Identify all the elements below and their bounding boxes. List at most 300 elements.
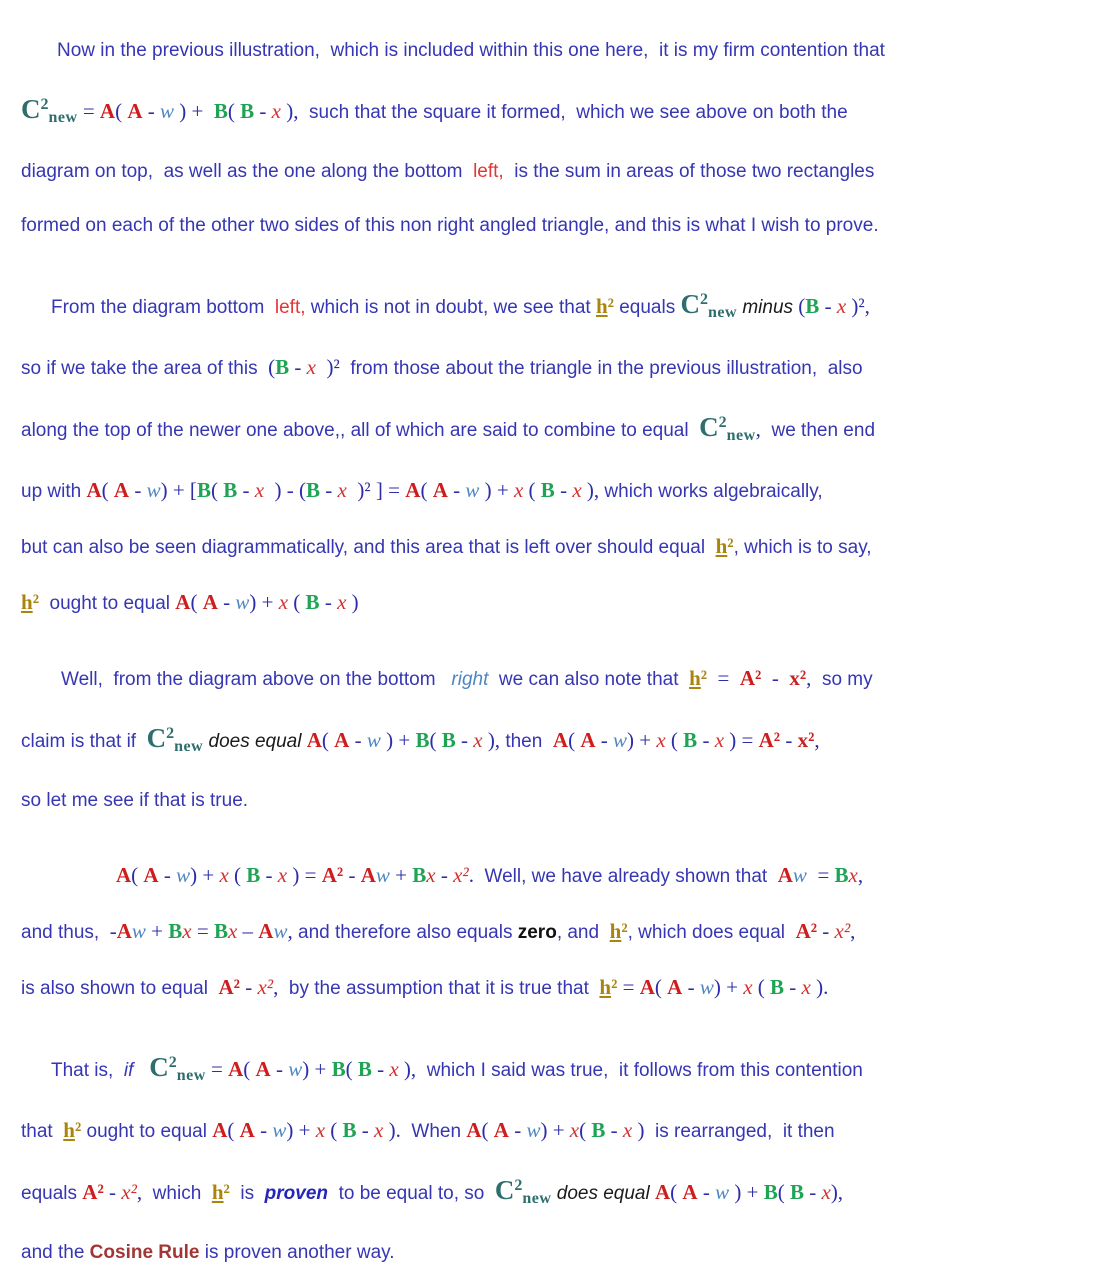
text-run: x (572, 478, 582, 502)
text-run: From the diagram bottom (51, 297, 275, 318)
text-run: B (441, 728, 456, 752)
text-line (21, 24, 1097, 78)
text-run: x (714, 728, 725, 752)
text-run: x (801, 975, 811, 999)
text-run: x (254, 478, 265, 502)
text-run: A² (321, 863, 344, 887)
text-run: x (426, 863, 436, 887)
text-run: x (622, 1118, 633, 1142)
text-line (21, 651, 1097, 707)
text-run: ( (665, 728, 684, 752)
text-run: x (182, 919, 192, 943)
text-run: A (116, 919, 132, 943)
text-run: zero (517, 922, 557, 943)
text-run: x (513, 478, 524, 502)
text-run: x (306, 355, 316, 379)
text-run: which works algebraically, (599, 481, 823, 502)
text-run: B (331, 1057, 346, 1081)
text-run: x (821, 1180, 831, 1204)
text-run: - (784, 975, 802, 999)
text-run: x (227, 919, 238, 943)
text-run: A (777, 863, 793, 887)
math-h-squared: h² (595, 294, 614, 318)
text-run: - (254, 1118, 273, 1142)
text-run: ( (228, 863, 247, 887)
text-run: = (617, 975, 640, 999)
text-run: ) + (713, 975, 744, 999)
text-run: - (803, 1180, 822, 1204)
text-run: A (86, 478, 102, 502)
text-run: x (569, 1118, 580, 1142)
text-run: x (277, 863, 288, 887)
math-h-squared: h² (599, 975, 618, 999)
text-run: A (360, 863, 376, 887)
text-run: - (217, 590, 236, 614)
text-run: - (356, 1118, 375, 1142)
text-run: )² (315, 355, 340, 379)
text-run: up with (21, 481, 87, 502)
text-run: ( (420, 478, 433, 502)
text-run: w (176, 863, 191, 887)
text-run: w (131, 919, 146, 943)
text-run: if (123, 1060, 134, 1081)
text-run: Well, from the diagram above on the bottom (61, 669, 452, 690)
text-run (133, 1060, 149, 1081)
text-run: B (306, 478, 321, 502)
text-run: - (142, 99, 160, 123)
text-run: B (246, 863, 261, 887)
text-run: B (168, 919, 183, 943)
text-run: so let me see if that is true. (21, 790, 249, 811)
text-line (21, 707, 1097, 774)
text-line (21, 463, 1097, 519)
text-run: A (228, 1057, 244, 1081)
text-run: A (432, 478, 448, 502)
text-run: w (146, 478, 161, 502)
text-run: ( (325, 1118, 343, 1142)
text-run: x (337, 478, 347, 502)
text-run: ( (227, 1118, 240, 1142)
text-run: - (697, 1180, 716, 1204)
text-run: ) + (540, 1118, 570, 1142)
text-run: ( (345, 1057, 358, 1081)
text-run: x² (121, 1180, 137, 1204)
text-run: A² (758, 728, 781, 752)
text-run: A (143, 863, 159, 887)
text-run: x (656, 728, 666, 752)
text-run: x (374, 1118, 384, 1142)
text-run: , (814, 728, 820, 752)
text-run: Now in the previous illustration, which is included within this one here, it is my firm contention that (57, 40, 885, 61)
text-line (21, 519, 1097, 575)
math-h-squared: h² (21, 590, 39, 614)
math-c2new: $C^2_{new}$ (680, 289, 738, 321)
text-run: B (789, 1180, 804, 1204)
text-run: A (682, 1180, 698, 1204)
text-run: ), (581, 478, 600, 502)
text-run: ) - ( (264, 478, 307, 502)
text-run: , (857, 863, 864, 887)
text-run: x (271, 99, 281, 123)
text-run: A (202, 590, 218, 614)
text-run: ( (288, 590, 306, 614)
text-run: A (99, 99, 116, 123)
text-run: left, (473, 161, 504, 182)
text-run: x² (797, 728, 815, 752)
text-run: B (240, 99, 255, 123)
text-run: - (819, 294, 837, 318)
text-run: along the top of the newer one above,, all of which are said to combine to equal (21, 420, 700, 441)
text-run: , (136, 1180, 143, 1204)
text-run: is proven another way. (199, 1242, 395, 1263)
text-run: - (103, 1180, 122, 1204)
text-run: - (508, 1118, 527, 1142)
text-run: - (761, 666, 790, 690)
text-run: ( (321, 728, 335, 752)
text-run: - (237, 478, 255, 502)
text-run: w (235, 590, 250, 614)
text-run: w (792, 863, 807, 887)
text-run: such that the square it formed, which we see above on both the (298, 102, 848, 123)
text-run: - (697, 728, 715, 752)
text-run: x² (789, 666, 807, 690)
paragraph-3 (21, 651, 1097, 828)
text-run: we then end (760, 420, 876, 441)
text-run: does equal (203, 731, 307, 752)
text-run: ) + (249, 590, 279, 614)
text-run: x (337, 590, 347, 614)
text-run: = (707, 666, 740, 690)
text-run: w (465, 478, 480, 502)
text-run: , (850, 919, 856, 943)
text-run: x (848, 863, 858, 887)
text-run: B (805, 294, 820, 318)
text-run: Well, we have already shown that (473, 866, 778, 887)
text-run: A (466, 1118, 482, 1142)
text-run: A (175, 590, 191, 614)
text-line (21, 199, 1097, 253)
text-run: B (683, 728, 698, 752)
text-run: ( (131, 863, 144, 887)
text-run: ), (482, 728, 501, 752)
text-run: ( (429, 728, 442, 752)
text-line (21, 1226, 1097, 1280)
text-line (21, 1103, 1097, 1159)
text-run: - (343, 863, 361, 887)
text-run: which is not in doubt, we see that (305, 297, 596, 318)
text-run: ( (579, 1118, 592, 1142)
math-h-squared: h² (63, 1118, 82, 1142)
text-run: claim is that if (21, 731, 147, 752)
text-run: ( (190, 590, 203, 614)
text-line (21, 904, 1097, 960)
text-line (21, 396, 1097, 463)
text-run: ) + [ (160, 478, 197, 502)
text-run: ( (752, 975, 771, 999)
text-run: ) + (174, 99, 214, 123)
text-run: right (451, 669, 489, 690)
text-run: ). (383, 1118, 401, 1142)
math-h-squared: h² (689, 666, 708, 690)
text-run: and the (21, 1242, 90, 1263)
text-run: w (273, 919, 288, 943)
text-run: ought to equal (81, 1121, 213, 1142)
text-run: is the sum in areas of those two rectangles (503, 161, 875, 182)
text-run: but can also be seen diagrammatically, and this area that is left over should equal (21, 537, 716, 558)
text-run: x² (453, 863, 469, 887)
text-run: w (272, 1118, 287, 1142)
text-run: x (315, 1118, 326, 1142)
text-run: B (275, 355, 290, 379)
math-c2new: $C^2_{new}$ (149, 1052, 206, 1084)
text-run: equals (613, 297, 681, 318)
text-run: B (213, 99, 228, 123)
text-run: Cosine Rule (89, 1242, 200, 1263)
text-run: does equal (551, 1183, 655, 1204)
text-run: is also shown to equal (21, 978, 219, 999)
text-line (21, 774, 1097, 828)
text-run: w (160, 99, 175, 123)
text-run: ) + (190, 863, 220, 887)
text-run: - (435, 863, 454, 887)
text-run: - (595, 728, 613, 752)
text-run: , which is to say, (733, 537, 872, 558)
text-run: B (196, 478, 211, 502)
text-run: + (145, 919, 169, 943)
text-run: - (260, 863, 278, 887)
text-run: . (468, 863, 474, 887)
text-run: A (405, 478, 421, 502)
text-run: A (258, 919, 274, 943)
text-run: ( (523, 478, 541, 502)
text-run: B (223, 478, 238, 502)
text-run: - (320, 478, 338, 502)
text-run: - (817, 919, 835, 943)
math-c2new: $C^2_{new}$ (21, 94, 78, 126)
text-run: w (288, 1057, 303, 1081)
text-run: B (591, 1118, 606, 1142)
text-run: - (109, 919, 117, 943)
text-run: which (142, 1183, 212, 1204)
text-line (21, 1159, 1097, 1226)
text-run: w (612, 728, 627, 752)
text-run: A (212, 1118, 228, 1142)
text-run: A (127, 99, 143, 123)
paragraph-1 (21, 24, 1097, 253)
text-run: A (667, 975, 683, 999)
text-line (21, 340, 1097, 396)
text-run: ( (481, 1118, 494, 1142)
paragraph-4 (21, 848, 1097, 1016)
text-run: formed on each of the other two sides of this non right angled triangle, and this is what I wish to prove. (21, 215, 879, 236)
text-run: - (780, 728, 798, 752)
text-run: A² (218, 975, 240, 999)
text-run: - (254, 99, 272, 123)
text-run: B (770, 975, 785, 999)
text-run: by the assumption that it is true that (278, 978, 600, 999)
text-run: A² (739, 666, 762, 690)
text-run: ), (830, 1180, 844, 1204)
text-run: left, (274, 297, 306, 318)
paragraph-5 (21, 1036, 1097, 1280)
text-run: proven (264, 1183, 329, 1204)
text-run: and thus, (21, 922, 110, 943)
text-run: - (289, 355, 307, 379)
text-run: , (273, 975, 279, 999)
text-run: A (655, 1180, 671, 1204)
text-run: , (755, 417, 761, 441)
text-run: , (806, 666, 812, 690)
text-run: ), (398, 1057, 417, 1081)
text-run: ( (670, 1180, 683, 1204)
text-run: so if we take the area of this (21, 358, 269, 379)
text-run: x (836, 294, 847, 318)
text-run: ) = (287, 863, 322, 887)
text-run: A (113, 478, 130, 502)
text-run: equals (21, 1183, 83, 1204)
text-run: A (493, 1118, 509, 1142)
text-run: ( (101, 478, 114, 502)
text-run: ( (654, 975, 668, 999)
text-run: x (473, 728, 483, 752)
text-run: = (191, 919, 214, 943)
text-run: B (763, 1180, 778, 1204)
math-c2new: $C^2_{new}$ (146, 723, 204, 755)
text-run: A (552, 728, 569, 752)
text-run: ( (798, 294, 806, 318)
math-h-squared: h² (715, 534, 734, 558)
math-c2new: $C^2_{new}$ (494, 1175, 552, 1207)
math-h-squared: h² (211, 1180, 230, 1204)
text-run: + (389, 863, 413, 887)
text-run: and therefore also equals (292, 922, 518, 943)
text-run: A (255, 1057, 271, 1081)
text-run: ( (243, 1057, 256, 1081)
text-run: - (270, 1057, 289, 1081)
text-run: B (305, 590, 320, 614)
text-run: , (287, 919, 293, 943)
text-run: - (129, 478, 147, 502)
text-run: - (447, 478, 466, 502)
text-run: is rearranged, it then (644, 1121, 835, 1142)
text-run: w (699, 975, 714, 999)
text-run: B (415, 728, 430, 752)
text-run: - (239, 975, 258, 999)
text-line (21, 78, 1097, 145)
text-run: - (349, 728, 367, 752)
text-run: so my (811, 669, 873, 690)
text-run: ) + (729, 1180, 764, 1204)
text-run: ( (227, 99, 241, 123)
text-run: x² (257, 975, 274, 999)
text-run: ) (346, 590, 359, 614)
text-run: - (455, 728, 474, 752)
text-run: then (500, 731, 553, 752)
text-run: B (342, 1118, 357, 1142)
text-run: ( (268, 355, 276, 379)
text-run: to be equal to, so (328, 1183, 495, 1204)
text-run: - (605, 1118, 623, 1142)
text-run: – (237, 919, 259, 943)
text-run: ) (632, 1118, 645, 1142)
text-run: B (357, 1057, 372, 1081)
text-run: ) + (302, 1057, 332, 1081)
text-line (21, 848, 1097, 904)
text-line (21, 960, 1097, 1016)
text-run: That is, (51, 1060, 124, 1081)
text-run: w (366, 728, 381, 752)
text-run: w (526, 1118, 541, 1142)
text-run: ( (115, 99, 128, 123)
text-run: B (834, 863, 849, 887)
text-run: A (580, 728, 596, 752)
text-run: ) + (479, 478, 514, 502)
math-h-squared: h² (609, 919, 628, 943)
text-run: , and (556, 922, 610, 943)
text-run: ) + (380, 728, 416, 752)
text-line (21, 1036, 1097, 1103)
text-run: ) = (724, 728, 759, 752)
text-run: ), (280, 99, 299, 123)
text-run: ( (210, 478, 224, 502)
text-run: - (158, 863, 177, 887)
text-run: )² ] = (346, 478, 406, 502)
text-run: x (389, 1057, 399, 1081)
text-run: When (400, 1121, 467, 1142)
text-run: A² (82, 1180, 104, 1204)
text-run: - (682, 975, 700, 999)
text-run: we can also note that (488, 669, 690, 690)
text-run: A (306, 728, 322, 752)
text-run: x² (834, 919, 851, 943)
text-run: A (116, 863, 132, 887)
text-run: B (412, 863, 427, 887)
text-run: A (334, 728, 350, 752)
text-run: A² (795, 919, 818, 943)
text-run: which I said was true, it follows from this contention (416, 1060, 863, 1081)
text-run: - (319, 590, 338, 614)
text-run: minus (737, 297, 799, 318)
text-run: B (540, 478, 555, 502)
text-run: = (205, 1057, 229, 1081)
text-run: , which does equal (627, 922, 796, 943)
text-run: ) + (627, 728, 657, 752)
text-run: ( (777, 1180, 790, 1204)
text-line (21, 145, 1097, 199)
text-run: x (743, 975, 753, 999)
text-run: ( (568, 728, 581, 752)
text-run: )², (846, 294, 870, 318)
text-run: B (213, 919, 228, 943)
text-run: A (239, 1118, 255, 1142)
text-run: - (554, 478, 573, 502)
text-run: w (715, 1180, 730, 1204)
text-run: x (278, 590, 289, 614)
text-run: = (806, 863, 835, 887)
text-run: that (21, 1121, 64, 1142)
text-run: A (639, 975, 655, 999)
math-c2new: $C^2_{new}$ (699, 412, 756, 444)
text-run: is (229, 1183, 265, 1204)
text-run: ). (810, 975, 829, 999)
text-line (21, 273, 1097, 340)
text-run: ought to equal (38, 593, 176, 614)
paragraph-2 (21, 273, 1097, 631)
text-run: - (371, 1057, 390, 1081)
text-run: ) + (286, 1118, 316, 1142)
text-run: diagram on top, as well as the one along the bottom (21, 161, 474, 182)
text-line (21, 575, 1097, 631)
